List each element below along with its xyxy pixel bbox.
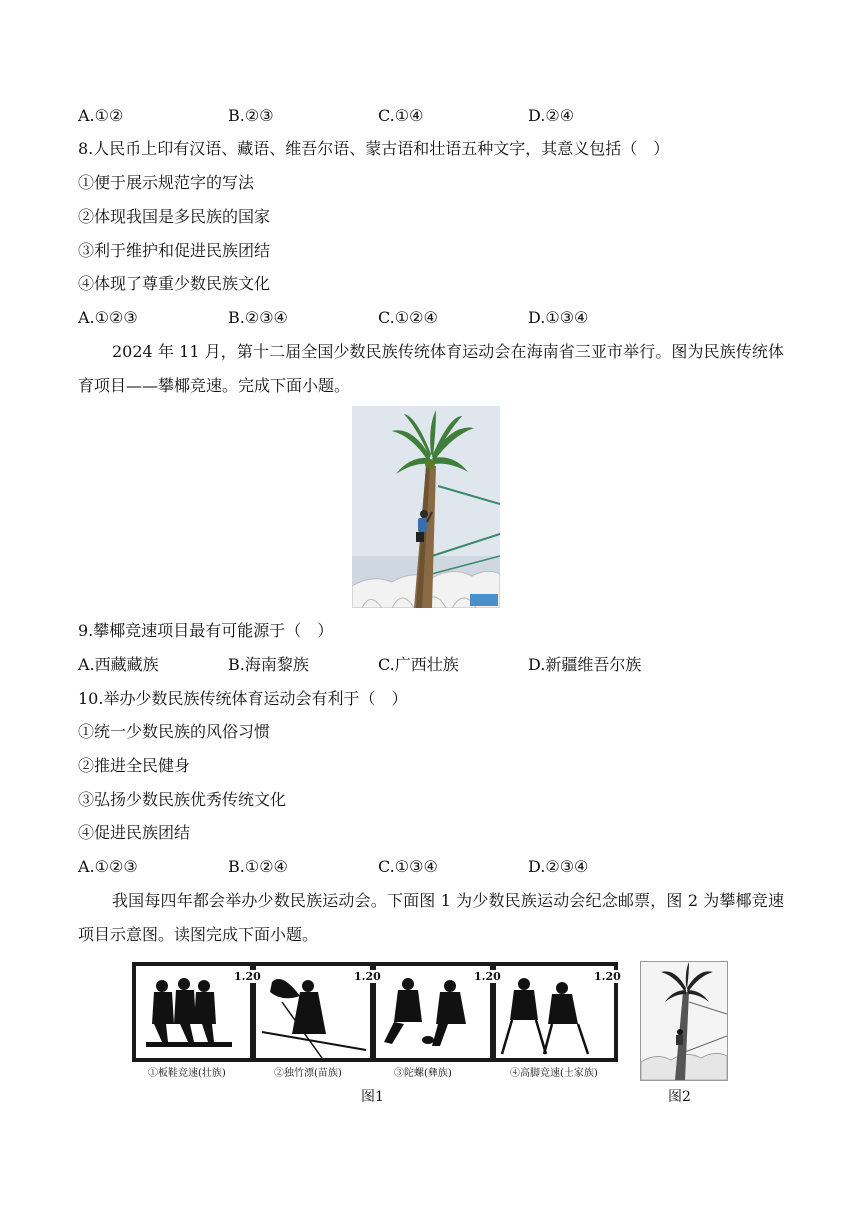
q7-option-b: B.②③ <box>228 106 274 125</box>
stamp-3 <box>376 966 490 1058</box>
stamp-2-value: 1.20 <box>354 970 381 983</box>
intro-paragraph-2: 我国每四年都会举办少数民族运动会。下面图 1 为少数民族运动会纪念邮票，图 2 为攀椰竞速项目示意图。读图完成下面小题。 <box>78 891 784 944</box>
palm-climbing-photo <box>352 406 500 608</box>
q10-option-b: B.①②④ <box>228 857 288 876</box>
q8-stem: 8.人民币上印有汉语、藏语、维吾尔语、蒙古语和壮语五种文字，其意义包括（ ） <box>78 139 670 158</box>
q9-stem: 9.攀椰竞速项目最有可能源于（ ） <box>78 621 334 640</box>
figure-1-stamps <box>132 962 621 1080</box>
q10-option-c: C.①③④ <box>378 857 438 876</box>
stamp-3-value: 1.20 <box>474 970 501 983</box>
q10-item-2: ②推进全民健身 <box>78 756 191 775</box>
q8-option-c: C.①②④ <box>378 308 438 327</box>
q9-option-b: B.海南黎族 <box>228 655 309 674</box>
q9-option-c: C.广西壮族 <box>378 655 459 674</box>
q8-item-2: ②体现我国是多民族的国家 <box>78 207 271 226</box>
q7-option-c: C.①④ <box>378 106 424 125</box>
stamp-2-caption: ②独竹漂(苗族) <box>274 1068 342 1079</box>
intro-paragraph-1: 2024 年 11 月，第十二届全国少数民族传统体育运动会在海南省三亚市举行。图为民族传统体育项目——攀椰竞速。完成下面小题。 <box>78 342 784 395</box>
q8-option-a: A.①②③ <box>78 308 138 327</box>
stamp-1-caption: ①板鞋竞速(壮族) <box>148 1068 226 1079</box>
q7-option-d: D.②④ <box>528 106 575 125</box>
q8-item-1: ①便于展示规范字的写法 <box>78 173 255 192</box>
stamp-1-value: 1.20 <box>234 970 261 983</box>
stamp-4-caption: ④高脚竞速(土家族) <box>510 1068 598 1079</box>
stamp-1 <box>136 966 250 1058</box>
q10-item-4: ④促进民族团结 <box>78 823 191 842</box>
q10-option-a: A.①②③ <box>78 857 138 876</box>
figure-2-label: 图2 <box>668 1089 691 1105</box>
q9-option-d: D.新疆维吾尔族 <box>528 655 642 674</box>
figure-1-label: 图1 <box>361 1089 384 1105</box>
figure-2-photo <box>640 961 728 1081</box>
q7-option-a: A.①② <box>78 106 124 125</box>
stamp-3-caption: ③陀螺(彝族) <box>394 1068 452 1079</box>
q8-item-4: ④体现了尊重少数民族文化 <box>78 274 271 293</box>
q10-option-d: D.②③④ <box>528 857 589 876</box>
q8-option-b: B.②③④ <box>228 308 288 327</box>
q10-item-1: ①统一少数民族的风俗习惯 <box>78 722 271 741</box>
stamp-4-value: 1.20 <box>594 970 621 983</box>
q8-option-d: D.①③④ <box>528 308 589 327</box>
q10-item-3: ③弘扬少数民族优秀传统文化 <box>78 790 287 809</box>
stamp-2 <box>256 966 370 1058</box>
q9-option-a: A.西藏藏族 <box>78 655 159 674</box>
q8-item-3: ③利于维护和促进民族团结 <box>78 241 271 260</box>
q10-stem: 10.举办少数民族传统体育运动会有利于（ ） <box>78 689 408 708</box>
